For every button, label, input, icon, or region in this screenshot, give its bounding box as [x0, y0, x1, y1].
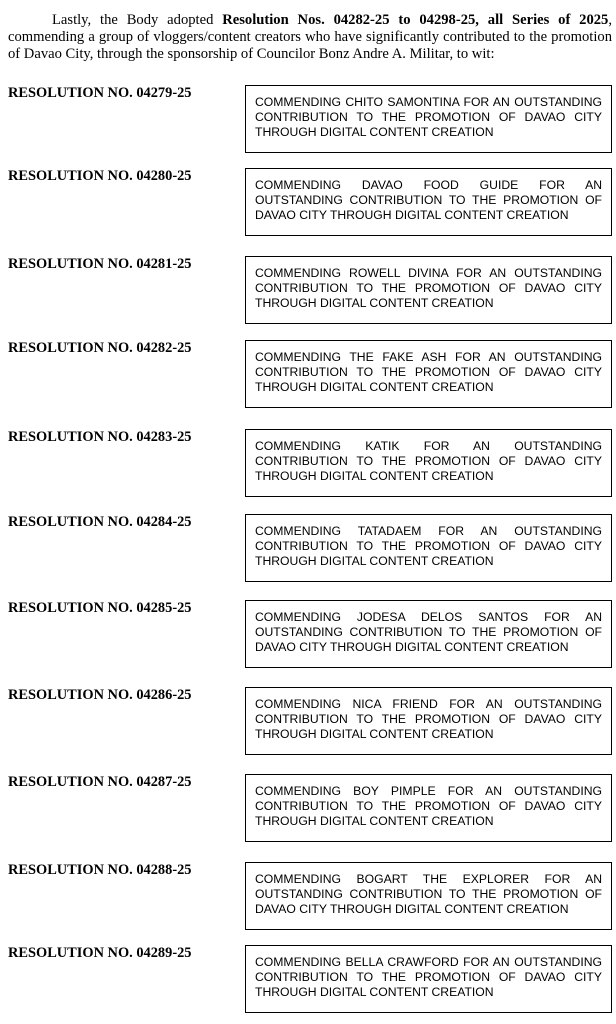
- resolution-title-box: [245, 85, 612, 153]
- resolution-title: COMMENDING TATADAEM FOR AN OUTSTANDING CONTRIBUTION TO THE PROMOTION OF DAVAO CITY THROUGH DIGITAL CONTENT CREATION: [255, 524, 602, 568]
- resolution-row: [8, 687, 612, 759]
- resolution-number: RESOLUTION NO. 04287-25: [8, 774, 192, 790]
- resolution-row: [8, 514, 612, 586]
- intro-bold-resolutions: Resolution Nos. 04282-25 to 04298-25, all Series of 2025: [222, 12, 609, 28]
- resolution-number: RESOLUTION NO. 04281-25: [8, 256, 192, 272]
- intro-text-before: Lastly, the Body adopted: [52, 12, 223, 28]
- resolution-title: COMMENDING ROWELL DIVINA FOR AN OUTSTANDING CONTRIBUTION TO THE PROMOTION OF DAVAO CITY THROUGH DIGITAL CONTENT CREATION: [255, 266, 602, 310]
- resolution-title-box: [245, 340, 612, 408]
- resolution-number: RESOLUTION NO. 04288-25: [8, 862, 192, 878]
- resolution-title: COMMENDING JODESA DELOS SANTOS FOR AN OUTSTANDING CONTRIBUTION TO THE PROMOTION OF DAVAO CITY THROUGH DIGITAL CONTENT CREATION: [255, 610, 602, 654]
- resolution-title: COMMENDING BELLA CRAWFORD FOR AN OUTSTANDING CONTRIBUTION TO THE PROMOTION OF DAVAO CITY THROUGH DIGITAL CONTENT CREATION: [255, 955, 602, 999]
- resolution-row: [8, 256, 612, 328]
- resolution-title-box: [245, 774, 612, 842]
- resolution-row: [8, 862, 612, 934]
- resolution-title: COMMENDING KATIK FOR AN OUTSTANDING CONTRIBUTION TO THE PROMOTION OF DAVAO CITY THROUGH DIGITAL CONTENT CREATION: [255, 439, 602, 483]
- resolution-row: [8, 85, 612, 157]
- intro-paragraph: [8, 12, 612, 63]
- resolution-title-box: [245, 514, 612, 582]
- resolution-title: COMMENDING CHITO SAMONTINA FOR AN OUTSTANDING CONTRIBUTION TO THE PROMOTION OF DAVAO CITY THROUGH DIGITAL CONTENT CREATION: [255, 95, 602, 139]
- resolution-row: [8, 340, 612, 412]
- resolution-number: RESOLUTION NO. 04286-25: [8, 687, 192, 703]
- resolution-title: COMMENDING NICA FRIEND FOR AN OUTSTANDING CONTRIBUTION TO THE PROMOTION OF DAVAO CITY THROUGH DIGITAL CONTENT CREATION: [255, 697, 602, 741]
- resolution-title-box: [245, 256, 612, 324]
- resolution-number: RESOLUTION NO. 04283-25: [8, 429, 192, 445]
- resolution-title-box: [245, 945, 612, 1013]
- resolution-title-box: [245, 429, 612, 497]
- resolution-number: RESOLUTION NO. 04289-25: [8, 945, 192, 961]
- resolution-number: RESOLUTION NO. 04284-25: [8, 514, 192, 530]
- resolution-title: COMMENDING DAVAO FOOD GUIDE FOR AN OUTSTANDING CONTRIBUTION TO THE PROMOTION OF DAVAO CITY THROUGH DIGITAL CONTENT CREATION: [255, 178, 602, 222]
- resolution-number: RESOLUTION NO. 04280-25: [8, 168, 192, 184]
- resolution-title: COMMENDING BOGART THE EXPLORER FOR AN OUTSTANDING CONTRIBUTION TO THE PROMOTION OF DAVAO CITY THROUGH DIGITAL CONTENT CREATION: [255, 872, 602, 916]
- resolution-title-box: [245, 600, 612, 668]
- resolution-row: [8, 945, 612, 1017]
- resolution-number: RESOLUTION NO. 04279-25: [8, 85, 192, 101]
- intro-text-after: , commending a group of vloggers/content creators who have significantly contributed to the promotion of Davao City, through the sponsorship of Councilor Bonz Andre A. Militar, to wit:: [8, 12, 613, 62]
- resolution-title-box: [245, 862, 612, 930]
- resolution-title-box: [245, 168, 612, 236]
- resolution-number: RESOLUTION NO. 04285-25: [8, 600, 192, 616]
- resolution-row: [8, 600, 612, 672]
- resolution-title-box: [245, 687, 612, 755]
- resolution-row: [8, 774, 612, 846]
- resolution-row: [8, 429, 612, 501]
- resolution-number: RESOLUTION NO. 04282-25: [8, 340, 192, 356]
- resolution-row: [8, 168, 612, 240]
- resolution-title: COMMENDING THE FAKE ASH FOR AN OUTSTANDING CONTRIBUTION TO THE PROMOTION OF DAVAO CITY THROUGH DIGITAL CONTENT CREATION: [255, 350, 602, 394]
- resolution-title: COMMENDING BOY PIMPLE FOR AN OUTSTANDING CONTRIBUTION TO THE PROMOTION OF DAVAO CITY THROUGH DIGITAL CONTENT CREATION: [255, 784, 602, 828]
